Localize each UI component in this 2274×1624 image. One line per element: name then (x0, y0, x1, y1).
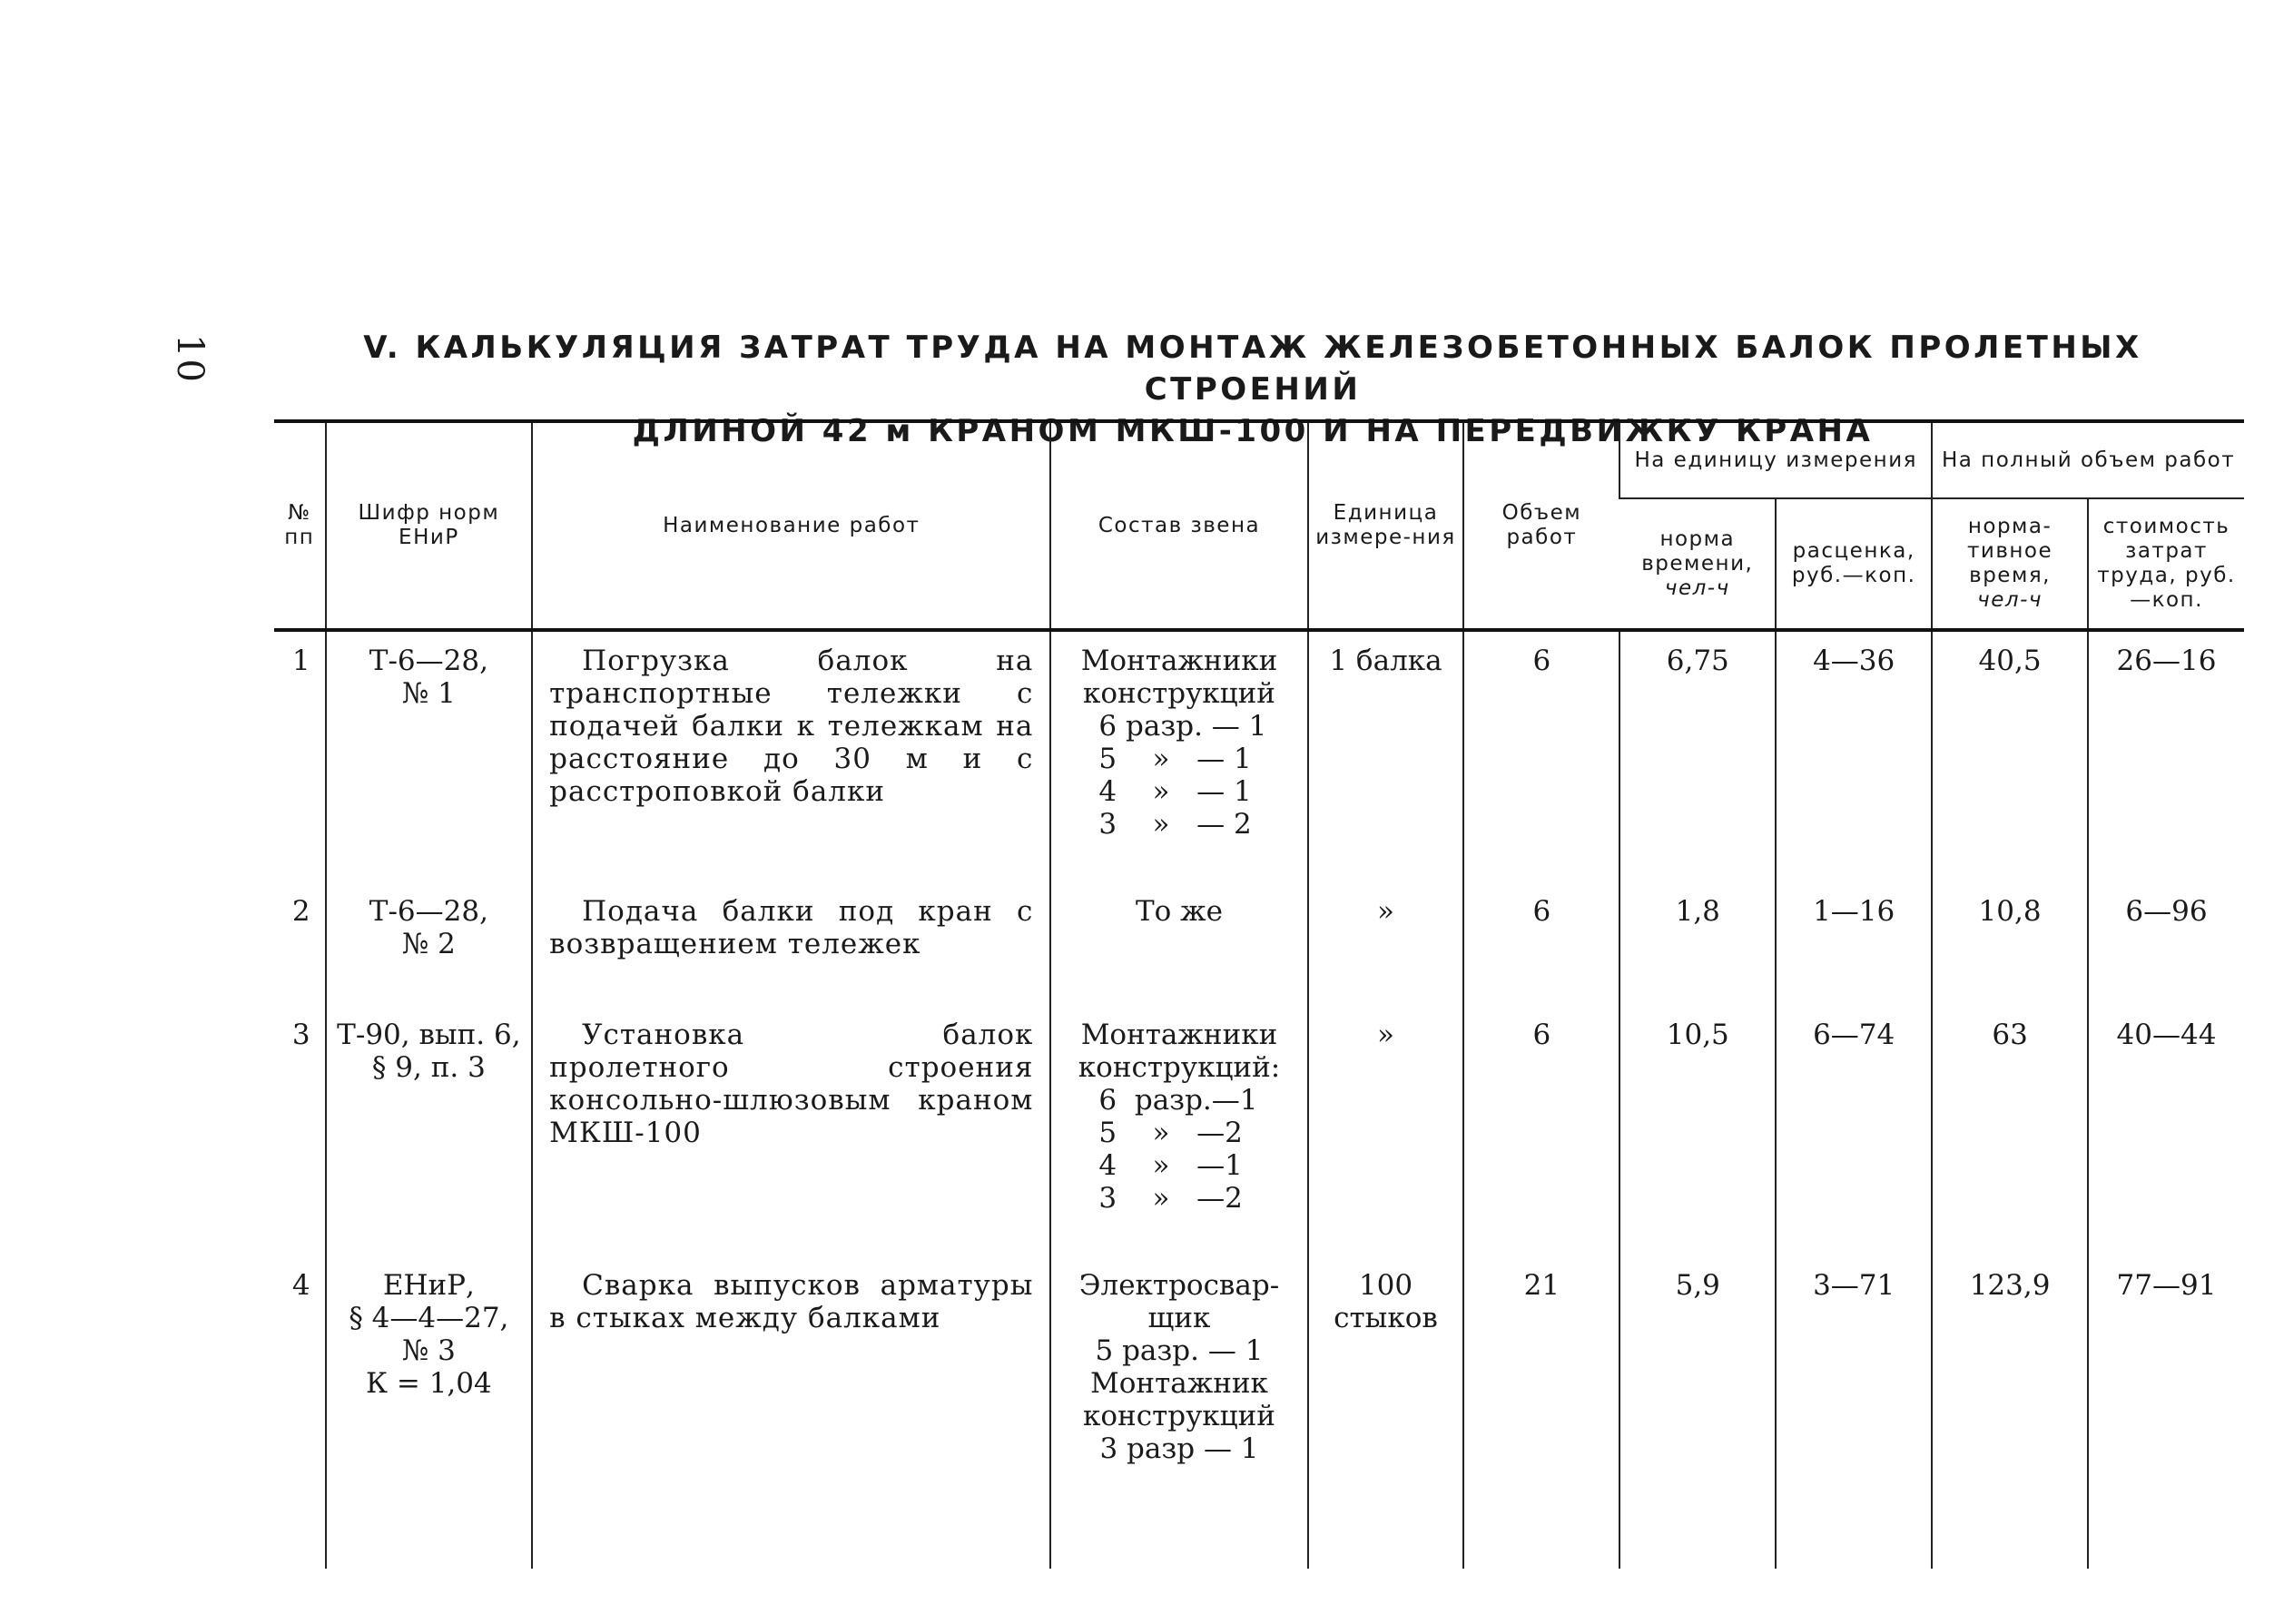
header-total-time-label: норма-тивное время, (1966, 515, 2053, 587)
table-row (274, 1006, 2244, 1256)
crew-grade: 4 » —1 (1098, 1149, 1243, 1182)
row-work-name (532, 882, 1050, 1006)
crew-grade: 5 » —2 (1098, 1117, 1243, 1149)
row-total-time: 63 (1932, 1006, 2088, 1256)
row-norm-time: 5,9 (1619, 1256, 1776, 1569)
row-num: 1 (291, 645, 310, 677)
header-rate: расценка, руб.—коп. (1776, 498, 1932, 630)
work-name-text: Погрузка балок на транспортные тележки с подачей балки к тележкам на расстояние до 30 м и с расстроповкой балки (549, 645, 1034, 808)
crew-line: То же (1135, 895, 1224, 928)
crew-line: конструкций (1083, 677, 1275, 710)
crew-line: конструкций: (1078, 1051, 1281, 1084)
crew-line: Монтажники (1080, 645, 1278, 677)
labor-cost-table (274, 419, 2244, 1569)
header-total-group: На полный объем работ (1932, 421, 2244, 498)
crew-line: 3 разр — 1 (1099, 1432, 1259, 1465)
header-per-unit-group: На единицу измерения (1619, 421, 1932, 498)
table-body (274, 630, 2244, 1569)
crew-grade: 3 » —2 (1098, 1182, 1243, 1215)
row-code (326, 882, 533, 1006)
row-volume: 6 (1463, 1006, 1619, 1256)
page-number: 10 (169, 334, 211, 384)
row-crew (1050, 1256, 1307, 1569)
row-unit: » (1308, 1006, 1464, 1256)
header-norm-time (1619, 498, 1776, 630)
row-code (326, 1006, 533, 1256)
row-unit: 100 стыков (1308, 1256, 1464, 1569)
row-code (326, 1256, 533, 1569)
table-header (274, 421, 2244, 630)
row-code (326, 630, 533, 882)
crew-line: Монтажник (1090, 1367, 1268, 1400)
work-name-text: Установка балок пролетного строения консольно-шлюзовым краном МКШ-100 (549, 1019, 1034, 1149)
crew-grade: 3 » — 2 (1098, 808, 1252, 841)
row-total-cost: 6—96 (2088, 882, 2244, 1006)
header-total-cost: стоимость затрат труда, руб.—коп. (2088, 498, 2244, 630)
row-total-time: 10,8 (1932, 882, 2088, 1006)
title-line-1: V. КАЛЬКУЛЯЦИЯ ЗАТРАТ ТРУДА НА МОНТАЖ ЖЕЛЕЗОБЕТОННЫХ БАЛОК ПРОЛЕТНЫХ СТРОЕНИЙ (363, 330, 2142, 408)
table-row (274, 882, 2244, 1006)
crew-line: конструкций (1083, 1400, 1275, 1432)
code-line: Т-90, вып. 6, (337, 1019, 521, 1051)
crew-grade: 4 » — 1 (1098, 775, 1252, 808)
code-line: № 3 (401, 1334, 456, 1367)
row-num: 4 (291, 1269, 310, 1302)
crew-grade: 6 разр. — 1 (1098, 710, 1267, 743)
row-num: 3 (291, 1019, 310, 1051)
header-norm-time-unit: чел-ч (1664, 576, 1730, 600)
row-total-cost: 26—16 (2088, 630, 2244, 882)
row-rate: 3—71 (1776, 1256, 1932, 1569)
header-code: Шифр норм ЕНиР (326, 421, 533, 630)
title-line-2: ДЛИНОЙ 42 м КРАНОМ МКШ-100 И НА ПЕРЕДВИЖКУ КРАНА (632, 413, 1874, 449)
crew-line: Электросвар- (1078, 1269, 1280, 1302)
row-rate: 1—16 (1776, 882, 1932, 1006)
row-total-time: 40,5 (1932, 630, 2088, 882)
work-name-text: Сварка выпусков арматуры в стыках между балками (549, 1269, 1034, 1334)
header-total-time (1932, 498, 2088, 630)
row-work-name (532, 1256, 1050, 1569)
row-unit: » (1308, 882, 1464, 1006)
crew-line: Монтажники (1080, 1019, 1278, 1051)
header-name: Наименование работ (532, 421, 1050, 630)
row-norm-time: 1,8 (1619, 882, 1776, 1006)
crew-grade: 5 » — 1 (1098, 743, 1252, 775)
header-num: № пп (274, 421, 326, 630)
row-volume: 6 (1463, 882, 1619, 1006)
code-line: № 2 (401, 928, 456, 960)
row-crew (1050, 882, 1307, 1006)
row-crew (1050, 630, 1307, 882)
code-line: ЕНиР, (382, 1269, 475, 1302)
header-unit: Единица измере-ния (1308, 421, 1464, 630)
row-rate: 6—74 (1776, 1006, 1932, 1256)
row-volume: 21 (1463, 1256, 1619, 1569)
code-line: № 1 (401, 677, 456, 710)
row-volume: 6 (1463, 630, 1619, 882)
row-total-time: 123,9 (1932, 1256, 2088, 1569)
row-num: 2 (291, 895, 310, 928)
code-line: § 4—4—27, (349, 1302, 509, 1334)
row-total-cost: 77—91 (2088, 1256, 2244, 1569)
header-norm-time-label: норма времени, (1641, 527, 1754, 576)
table-row (274, 1256, 2244, 1569)
row-total-cost: 40—44 (2088, 1006, 2244, 1256)
row-norm-time: 6,75 (1619, 630, 1776, 882)
code-line: К = 1,04 (366, 1367, 492, 1400)
code-line: § 9, п. 3 (371, 1051, 486, 1084)
row-work-name (532, 1006, 1050, 1256)
table-row (274, 630, 2244, 882)
header-volume: Объем работ (1463, 421, 1619, 630)
row-rate: 4—36 (1776, 630, 1932, 882)
code-line: Т-6—28, (369, 645, 488, 677)
crew-line: щик (1147, 1302, 1211, 1334)
code-line: Т-6—28, (369, 895, 488, 928)
crew-line: 5 разр. — 1 (1095, 1334, 1264, 1367)
crew-grade: 6 разр.—1 (1098, 1084, 1258, 1117)
header-total-time-unit: чел-ч (1977, 588, 2043, 612)
header-crew: Состав звена (1050, 421, 1307, 630)
row-work-name (532, 630, 1050, 882)
row-crew (1050, 1006, 1307, 1256)
row-norm-time: 10,5 (1619, 1006, 1776, 1256)
work-name-text: Подача балки под кран с возвращением тележек (549, 895, 1034, 960)
row-unit: 1 балка (1308, 630, 1464, 882)
